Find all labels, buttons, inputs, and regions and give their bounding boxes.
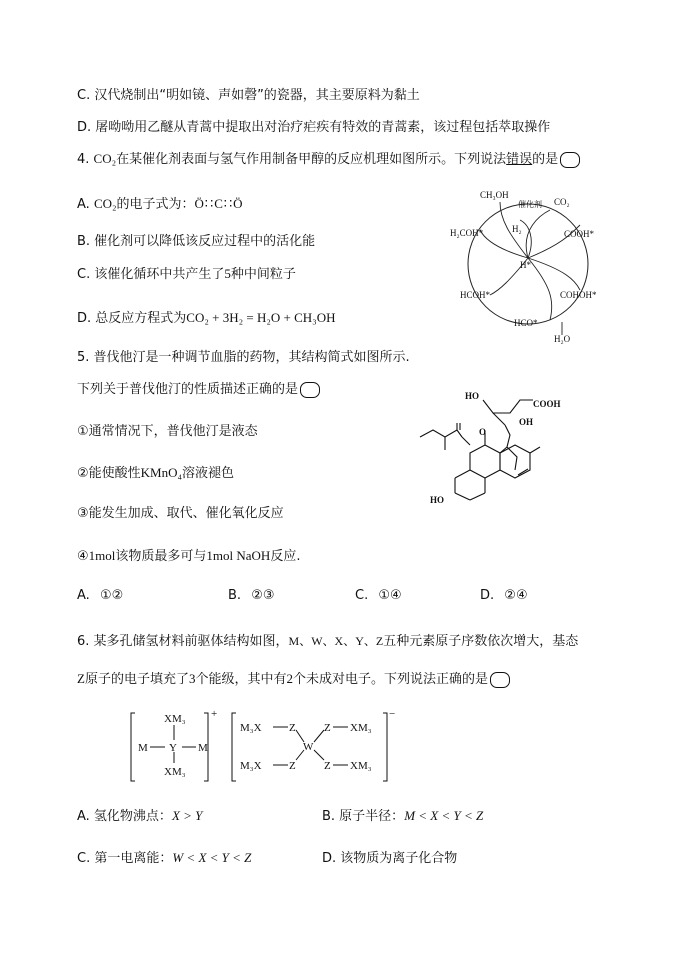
anion-charge: − (389, 708, 396, 720)
oxygen-label: O (479, 427, 487, 437)
answer-bracket (300, 382, 320, 398)
q6-choice-c: C. 第一电离能：W < X < Y < Z (77, 850, 252, 866)
cooh-label: COOH* (564, 229, 595, 239)
xm3-top: XM₃ (164, 713, 186, 725)
equation: CO₂ + 3H₂ = H₂O + CH₃OH (186, 310, 336, 325)
catalyst-label: 催化剂 (518, 200, 542, 209)
y-center: Y (169, 742, 177, 754)
cation-charge: + (211, 708, 218, 720)
q4-number: 4. (77, 152, 90, 167)
ionic-structure (128, 705, 398, 785)
choice-value: ②④ (504, 588, 528, 603)
hcoh-label: HCOH* (460, 290, 491, 300)
hydroxyl-label-2: OH (519, 417, 534, 427)
option-d-q3: D. 屠呦呦用乙醚从青蒿中提取出对治疗疟疾有特效的青蒿素，该过程包括萃取操作 (77, 120, 551, 135)
q6-text: 6. 某多孔储氢材料前驱体结构如图， (77, 634, 289, 649)
xm3-bottom: XM₃ (164, 766, 186, 778)
option-c-q3: C. 汉代烧制出“明如镜、声如磬”的瓷器，其主要原料为黏土 (77, 88, 420, 103)
h-star-label: H* (520, 260, 531, 270)
catalytic-cycle-diagram (440, 180, 620, 345)
h2coh-label: H₂COH* (450, 228, 484, 238)
q6-text: 五种元素原子序数依次增大，基态 (383, 634, 579, 649)
q6-choice-d: D. 该物质为离子化合物 (322, 851, 458, 866)
co2-formula: CO₂ (93, 196, 117, 211)
choice-value: ①④ (378, 588, 402, 603)
q6-text: 个未成对电子。下列说法正确的是 (292, 672, 488, 687)
element-symbols: M、W、X、Y、Z (288, 634, 384, 648)
m3x-bottom: M₃X (240, 760, 262, 772)
choice-value: ①② (99, 588, 124, 603)
q6-choice-b: B. 原子半径：M < X < Y < Z (322, 808, 484, 824)
q4-emphasis: 错误 (506, 152, 533, 167)
q5-statement-4 (77, 545, 300, 564)
carboxyl-label: COOH (533, 399, 561, 409)
option-text: 种中间粒子 (230, 267, 296, 282)
q5-statement-1: ①通常情况下，普伐他汀是液态 (77, 424, 258, 439)
h2o-label: H₂O (554, 334, 571, 344)
q6-stem-2 (77, 668, 510, 688)
q4-option-b: B. 催化剂可以降低该反应过程中的活化能 (77, 234, 316, 249)
hydroxyl-label-3: HO (430, 495, 445, 505)
z-2: Z (324, 722, 331, 734)
q5-stem-1: 5. 普伐他汀是一种调节血脂的药物，其结构简式如图所示. (77, 350, 410, 365)
kmno4-formula: KMnO₄ (140, 465, 183, 480)
q4-stem-end: 的是 (532, 152, 559, 167)
xm3-right-1: XM₃ (350, 722, 372, 734)
hco-label: HCO* (514, 318, 538, 328)
ch3oh-label: CH₃OH (480, 190, 509, 200)
choice-value: W < X < Y < Z (172, 850, 252, 865)
w-center: W (303, 741, 314, 753)
q5-choice-b: B. ②③ (228, 588, 275, 603)
option-text: C. 该催化循环中共产生了 (77, 267, 225, 282)
option-text: 的电子式为： (116, 197, 195, 212)
q5-choice-a: A. ①② (77, 588, 124, 603)
question-4-stem (77, 148, 580, 168)
q5-statement-3: ③能发生加成、取代、催化氧化反应 (77, 506, 284, 521)
choice-value: M < X < Y < Z (404, 808, 484, 823)
q5-statement-2 (77, 462, 234, 481)
q4-stem-text: 在某催化剂表面与氢气作用制备甲醇的反应机理如图所示。下列说法 (116, 152, 507, 167)
option-number: 5 (224, 266, 231, 281)
q6-text: 原子的电子填充了 (84, 672, 189, 687)
q6-stem-1 (77, 630, 578, 649)
hydroxyl-label: HO (465, 391, 480, 401)
electron-formula: Ö∷C∷Ö (194, 196, 244, 211)
m-right: M (198, 742, 208, 754)
z-3: Z (289, 760, 296, 772)
element-symbol: Z (77, 671, 85, 686)
amount: 1mol (88, 548, 116, 563)
q4-option-a (77, 193, 244, 212)
q4-option-d (77, 307, 335, 326)
statement-text: 溶液褪色 (182, 466, 235, 481)
q5-choice-c: C. ①④ (355, 588, 402, 603)
pravastatin-structure (415, 385, 575, 515)
co2-formula: CO₂ (93, 151, 117, 166)
q5-text: 下列关于普伐他汀的性质描述正确的是 (77, 382, 299, 397)
answer-bracket (490, 672, 510, 688)
h2-label: H₂ (512, 224, 522, 234)
statement-text: ④ (77, 549, 89, 564)
cohoh-label: COHOH* (560, 290, 597, 300)
q5-stem-2 (77, 378, 320, 398)
statement-text: 反应. (270, 549, 301, 564)
choice-value: X > Y (171, 808, 203, 823)
choice-value: ②③ (251, 588, 275, 603)
amount: 1mol NaOH (206, 548, 271, 563)
co2-label: CO₂ (554, 197, 570, 207)
m3x-top: M₃X (240, 722, 262, 734)
answer-bracket (560, 152, 580, 168)
statement-text: 该物质最多可与 (115, 549, 207, 564)
q5-choice-d: D. ②④ (480, 588, 528, 603)
q4-option-c (77, 263, 296, 282)
number: 3 (188, 671, 196, 686)
number: 2 (286, 671, 293, 686)
option-text: D. 总反应方程式为 (77, 311, 187, 326)
z-4: Z (324, 760, 331, 772)
xm3-right-2: XM₃ (350, 760, 372, 772)
q6-text: 个能级，其中有 (195, 672, 287, 687)
m-left: M (138, 742, 148, 754)
z-1: Z (289, 722, 296, 734)
option-letter: A. (77, 197, 90, 212)
q6-choice-a: A. 氢化物沸点：X > Y (77, 808, 203, 824)
statement-text: ②能使酸性 (77, 466, 141, 481)
